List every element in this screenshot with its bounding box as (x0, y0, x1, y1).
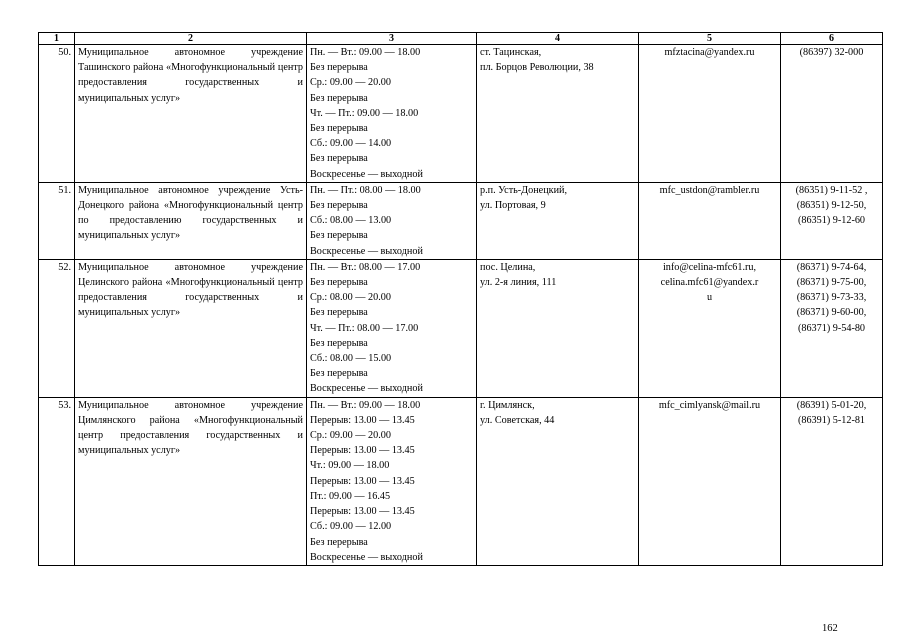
email-line: mfc_cimlyansk@mail.ru (658, 399, 761, 411)
row-number: 52. (39, 259, 75, 397)
address-line: пл. Борцов Революции, 38 (480, 62, 594, 74)
hours-line: Перерыв: 13.00 — 13.45 (310, 445, 415, 457)
phones (781, 182, 883, 259)
hours-line: Чт.: 09.00 — 18.00 (310, 460, 390, 472)
hours-line: Ср.: 09.00 — 20.00 (310, 77, 391, 89)
table-row (39, 45, 883, 183)
hours-line: Пн. — Пт.: 08.00 — 18.00 (310, 184, 421, 196)
hours-line: Без перерыва (310, 368, 368, 380)
email (639, 45, 781, 183)
hours-line: Без перерыва (310, 536, 368, 548)
header-col-3: 3 (307, 33, 477, 45)
table-body (39, 45, 883, 566)
phone-line: (86371) 9-60-00, (796, 307, 867, 319)
phones (781, 45, 883, 183)
hours-line: Пн. — Вт.: 08.00 — 17.00 (310, 261, 421, 273)
header-col-2: 2 (75, 33, 307, 45)
hours-line: Воскресенье — выходной (310, 168, 423, 180)
hours-line: Воскресенье — выходной (310, 551, 423, 563)
header-row (39, 33, 883, 45)
address-line: пос. Целина, (480, 261, 536, 273)
address (477, 259, 639, 397)
hours-line: Пт.: 09.00 — 16.45 (310, 490, 391, 502)
email-line: mfc_ustdon@rambler.ru (659, 184, 760, 196)
row-number: 50. (39, 45, 75, 183)
hours-line: Без перерыва (310, 92, 368, 104)
hours-line: Сб.: 08.00 — 13.00 (310, 215, 392, 227)
address (477, 182, 639, 259)
hours-line: Без перерыва (310, 200, 368, 212)
page-number: 162 (822, 623, 838, 634)
email (639, 182, 781, 259)
row-number: 51. (39, 182, 75, 259)
hours-line: Воскресенье — выходной (310, 383, 423, 395)
org-name: Муниципальное автономное учреждение Усть-Донецкого района «Многофункциональный центр по предоставлению государственных и муниципальных услуг» (75, 182, 307, 259)
hours-line: Перерыв: 13.00 — 13.45 (310, 475, 415, 487)
header-col-1: 1 (39, 33, 75, 45)
phone-line: (86351) 9-11-52 , (795, 184, 868, 196)
hours-line: Без перерыва (310, 123, 368, 135)
address-line: р.п. Усть-Донецкий, (480, 184, 568, 196)
org-name: Муниципальное автономное учреждение Цимлянского района «Многофункциональный центр предоставления государственных и муниципальных услуг» (75, 397, 307, 565)
address (477, 45, 639, 183)
table-row (39, 182, 883, 259)
email-line: info@celina-mfc61.ru, (662, 261, 757, 273)
hours-line: Без перерыва (310, 277, 368, 289)
email (639, 397, 781, 565)
hours-line: Без перерыва (310, 230, 368, 242)
phone-line: (86371) 9-74-64, (796, 261, 867, 273)
hours-line: Перерыв: 13.00 — 13.45 (310, 414, 415, 426)
table-header (39, 33, 883, 45)
row-number: 53. (39, 397, 75, 565)
working-hours (307, 259, 477, 397)
org-name: Муниципальное автономное учреждение Целинского района «Многофункциональный центр предоставления государственных и муниципальных услуг» (75, 259, 307, 397)
header-col-4: 4 (477, 33, 639, 45)
address-line: ст. Тацинская, (480, 47, 542, 58)
phone-line: (86351) 9-12-50, (796, 200, 867, 212)
working-hours (307, 182, 477, 259)
phone-line: (86371) 9-73-33, (796, 292, 867, 304)
address-line: г. Цимлянск, (480, 399, 535, 411)
hours-line: Пн. — Вт.: 09.00 — 18.00 (310, 47, 421, 58)
phones (781, 397, 883, 565)
phone-line: (86397) 32-000 (799, 47, 864, 58)
hours-line: Без перерыва (310, 307, 368, 319)
hours-line: Воскресенье — выходной (310, 245, 423, 257)
org-name: Муниципальное автономное учреждение Ташинского района «Многофункциональный центр предоставления государственных и муниципальных услуг» (75, 45, 307, 183)
email-line: celina.mfc61@yandex.r (660, 277, 759, 289)
hours-line: Ср.: 09.00 — 20.00 (310, 430, 391, 442)
table-row (39, 259, 883, 397)
address-line: ул. 2-я линия, 111 (480, 277, 557, 289)
mfc-table (38, 32, 883, 566)
working-hours (307, 45, 477, 183)
hours-line: Без перерыва (310, 62, 368, 74)
phones (781, 259, 883, 397)
hours-line: Сб.: 09.00 — 12.00 (310, 521, 392, 533)
address (477, 397, 639, 565)
hours-line: Ср.: 08.00 — 20.00 (310, 292, 391, 304)
email-line: mfztacina@yandex.ru (664, 47, 755, 58)
hours-line: Сб.: 08.00 — 15.00 (310, 353, 392, 365)
phone-line: (86391) 5-01-20, (796, 399, 867, 411)
hours-line: Чт. — Пт.: 08.00 — 17.00 (310, 322, 419, 334)
email (639, 259, 781, 397)
phone-line: (86351) 9-12-60 (797, 215, 866, 227)
header-col-5: 5 (639, 33, 781, 45)
address-line: ул. Портовая, 9 (480, 200, 546, 212)
table-row (39, 397, 883, 565)
hours-line: Пн. — Вт.: 09.00 — 18.00 (310, 399, 421, 411)
hours-line: Без перерыва (310, 153, 368, 165)
working-hours (307, 397, 477, 565)
header-col-6: 6 (781, 33, 883, 45)
email-line: u (706, 292, 713, 304)
phone-line: (86371) 9-54-80 (797, 322, 866, 334)
hours-line: Чт. — Пт.: 09.00 — 18.00 (310, 107, 419, 119)
address-line: ул. Советская, 44 (480, 414, 555, 426)
hours-line: Сб.: 09.00 — 14.00 (310, 138, 392, 150)
hours-line: Без перерыва (310, 337, 368, 349)
phone-line: (86371) 9-75-00, (796, 277, 867, 289)
hours-line: Перерыв: 13.00 — 13.45 (310, 506, 415, 518)
phone-line: (86391) 5-12-81 (797, 414, 866, 426)
